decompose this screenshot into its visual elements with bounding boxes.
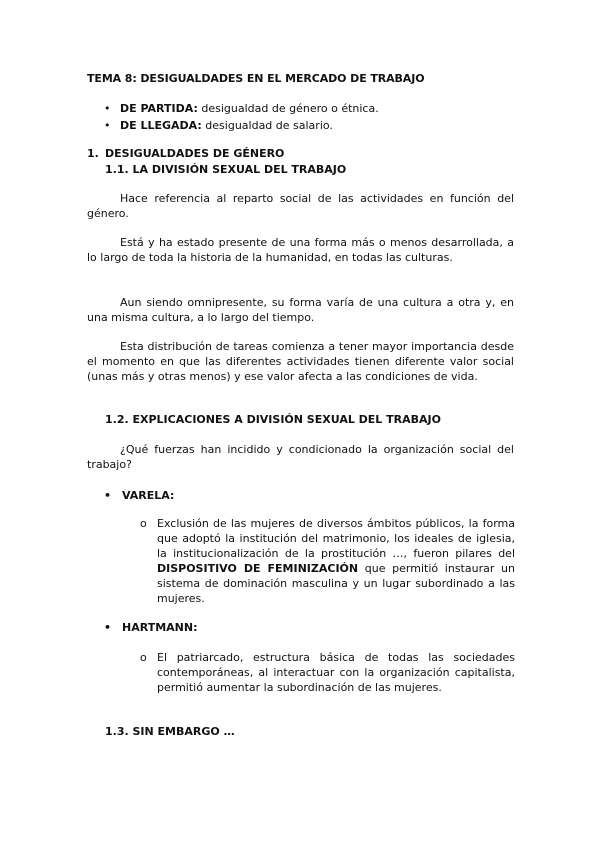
bullet-glyph: • — [104, 489, 112, 502]
bullet-glyph: • — [104, 621, 112, 634]
varela-item — [140, 516, 515, 606]
author-varela — [104, 488, 174, 503]
section-number: 1. — [87, 147, 99, 160]
paragraph: Aun siendo omnipresente, su forma varía de una cultura a otra y, en una misma cultura, a lo largo del tiempo. — [87, 296, 514, 324]
paragraph: Está y ha estado presente de una forma más o menos desarrollada, a lo largo de toda la historia de la humanidad, en todas las culturas. — [87, 236, 514, 264]
varela-text — [157, 516, 515, 606]
bullet-text: desigualdad de salario. — [201, 119, 333, 132]
section-1-heading — [87, 146, 284, 161]
circle-bullet: o — [140, 651, 147, 664]
hartmann-text: El patriarcado, estructura básica de todas las sociedades contemporáneas, al interactuar con la organización capitalista, permitió aumentar la subordinación de las mujeres. — [157, 651, 515, 694]
section-1-3-heading: 1.3. SIN EMBARGO … — [105, 725, 235, 738]
document-title: TEMA 8: DESIGUALDADES EN EL MERCADO DE TRABAJO — [87, 72, 425, 85]
varela-text-before: Exclusión de las mujeres de diversos ámbitos públicos, la forma que adoptó la institución del matrimonio, los ideales de iglesia, la institucionalización de la prostitución …, fueron pilares del — [157, 517, 515, 560]
author-hartmann — [104, 620, 197, 635]
bullet-de-partida — [104, 101, 379, 116]
varela-text-after: que permitió instaurar un sistema de dominación masculina y un lugar subordinado a las mujeres. — [157, 562, 515, 605]
author-label: VARELA: — [122, 489, 175, 502]
bullet-label: DE LLEGADA: — [120, 119, 202, 132]
question-paragraph: ¿Qué fuerzas han incidido y condicionado la organización social del trabajo? — [87, 443, 514, 471]
bullet-text: desigualdad de género o étnica. — [197, 102, 379, 115]
bullet-de-llegada — [104, 118, 333, 133]
section-1-2-heading: 1.2. EXPLICACIONES A DIVISIÓN SEXUAL DEL TRABAJO — [105, 413, 441, 426]
bullet-glyph: • — [104, 119, 111, 132]
paragraph: Hace referencia al reparto social de las actividades en función del género. — [87, 192, 514, 220]
bullet-glyph: • — [104, 102, 111, 115]
bullet-label: DE PARTIDA: — [120, 102, 198, 115]
paragraph: Esta distribución de tareas comienza a tener mayor importancia desde el momento en que las diferentes actividades tienen diferente valor social (unas más y otras menos) y ese valor afecta a las condiciones de vida. — [87, 340, 514, 383]
circle-bullet: o — [140, 517, 147, 530]
hartmann-item — [140, 650, 515, 695]
dispositivo-feminizacion: DISPOSITIVO DE FEMINIZACIÓN — [157, 562, 359, 575]
section-1-1-heading: 1.1. LA DIVISIÓN SEXUAL DEL TRABAJO — [105, 163, 347, 176]
section-title: DESIGUALDADES DE GÉNERO — [105, 147, 285, 160]
author-label: HARTMANN: — [122, 621, 198, 634]
